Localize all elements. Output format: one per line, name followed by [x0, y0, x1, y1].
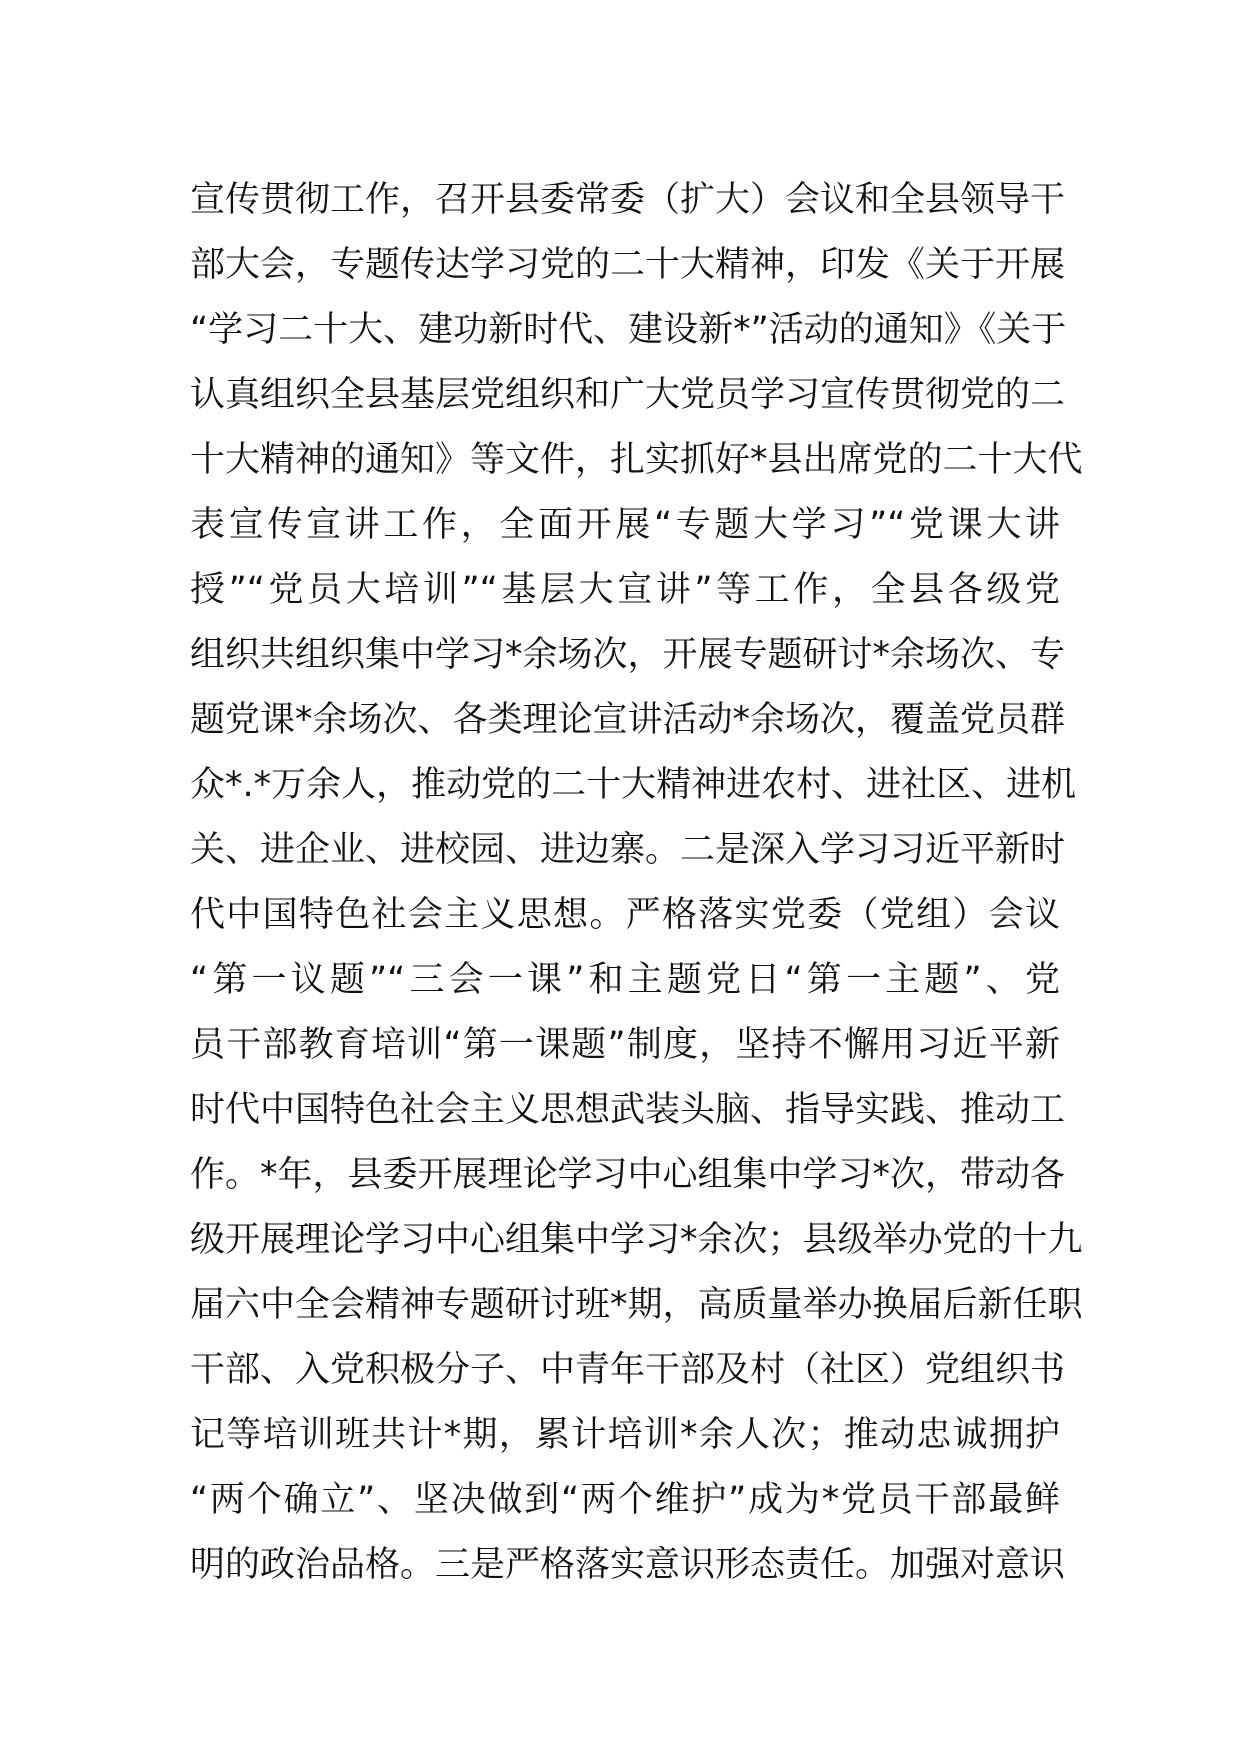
- text-line: 作。*年，县委开展理论学习中心组集中学习*次，带动各: [190, 1155, 1066, 1195]
- text-line: 干部、入党积极分子、中青年干部及村（社区）党组织书: [190, 1350, 1066, 1390]
- text-line: 认真组织全县基层党组织和广大党员学习宣传贯彻党的二: [190, 375, 1066, 415]
- text-line: 授”“党员大培训”“基层大宣讲”等工作，全县各级党: [190, 570, 1060, 610]
- text-line: 级开展理论学习中心组集中学习*余次；县级举办党的十九: [190, 1220, 1083, 1260]
- text-line: 题党课*余场次、各类理论宣讲活动*余场次，覆盖党员群: [190, 700, 1066, 740]
- text-line: 员干部教育培训“第一课题”制度，坚持不懈用习近平新: [190, 1025, 1060, 1065]
- text-line: 关、进企业、进校园、进边寨。二是深入学习习近平新时: [190, 830, 1066, 870]
- text-line: 宣传贯彻工作，召开县委常委（扩大）会议和全县领导干: [190, 180, 1066, 220]
- text-line: 众*.*万余人，推动党的二十大精神进农村、进社区、进机: [190, 765, 1077, 805]
- text-line: 时代中国特色社会主义思想武装头脑、指导实践、推动工: [190, 1090, 1066, 1130]
- text-line: 代中国特色社会主义思想。严格落实党委（党组）会议: [190, 895, 1060, 935]
- text-line: 部大会，专题传达学习党的二十大精神，印发《关于开展: [190, 245, 1066, 285]
- text-line: 十大精神的通知》等文件，扎实抓好*县出席党的二十大代: [190, 440, 1083, 480]
- text-line: 表宣传宣讲工作，全面开展“专题大学习”“党课大讲: [190, 505, 1060, 545]
- text-line: “两个确立”、坚决做到“两个维护”成为*党员干部最鲜: [190, 1480, 1060, 1520]
- text-line: “学习二十大、建功新时代、建设新*”活动的通知》《关于: [190, 310, 1067, 350]
- text-line: 届六中全会精神专题研讨班*期，高质量举办换届后新任职: [190, 1285, 1083, 1325]
- body-text: [190, 168, 1083, 1598]
- text-line: “第一议题”“三会一课”和主题党日“第一主题”、党: [190, 960, 1060, 1000]
- text-line: 组织共组织集中学习*余场次，开展专题研讨*余场次、专: [190, 635, 1066, 675]
- text-line: 记等培训班共计*期，累计培训*余人次；推动忠诚拥护: [190, 1415, 1060, 1455]
- text-line: 明的政治品格。三是严格落实意识形态责任。加强对意识: [190, 1545, 1066, 1585]
